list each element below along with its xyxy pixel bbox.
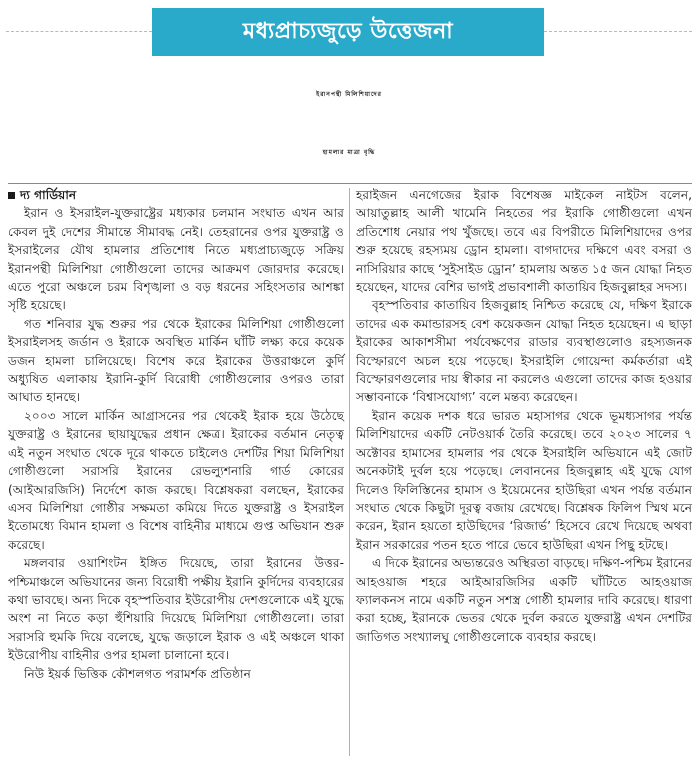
column-divider xyxy=(349,188,350,756)
paragraph: মঙ্গলবার ওয়াশিংটন ইঙ্গিত দিয়েছে, তারা ইরানের উত্তর-পশ্চিমাঞ্চলে অভিযানের জন্য বিরোধী পক্ষীয় ইরানি কুর্দিদের ব্যবহারের কথা ভাবছে। অন্য দিকে বৃহস্পতিবার ইউরোপীয় দেশগুলোকে এই যুদ্ধে অংশ না নিতে কড়া হুঁশিয়ারি দিয়েছে মিলিশিয়া গোষ্ঠীগুলো। তারা সরাসরি হুমকি দিয়ে বলেছে, যুদ্ধে জড়ালে ইরাক ও এই অঞ্চলে থাকা ইউরোপীয় বাহিনীর ওপর হামলা চালানো হবে। xyxy=(8,556,344,663)
paragraph: হরাইজন এনগেজের ইরাক বিশেষজ্ঞ মাইকেল নাইটস বলেন, আয়াতুল্লাহ আলী খামেনি নিহতের পর ইরাকি গোষ্ঠীগুলো এখন প্রতিশোধ নেয়ার পথ খুঁজছে। তবে এর বিপরীতে মিলিশিয়াদের ওপর শুরু হয়েছে রহস্যময় ড্রোন হামলা। বাগদাদের দক্ষিণে এবং বসরা ও নাসিরিয়ার কাছে ‘সুইসাইড ড্রোন’ হামলায় অন্তত ১৫ জন যোদ্ধা নিহত হয়েছেন, যাদের বেশির ভাগই প্রভাবশালী কাতায়িব হিজবুল্লাহর সদস্য। xyxy=(356,188,692,295)
kicker-dashed-rule-right xyxy=(544,31,692,32)
section-kicker-bar xyxy=(0,8,698,56)
headline-divider xyxy=(8,183,692,184)
headline xyxy=(0,66,698,182)
paragraph: ইরান ও ইসরাইল-যুক্তরাষ্ট্রের মধ্যকার চলমান সংঘাত এখন আর কেবল দুই দেশের সীমান্তে সীমাবদ্ধ নেই। তেহরানের ওপর যুক্তরাষ্ট্র ও ইসরাইলের যৌথ হামলার প্রতিশোধ নিতে মধ্যপ্রাচ্যজুড়ে সক্রিয় ইরানপন্থী মিলিশিয়া গোষ্ঠীগুলো তাদের আক্রমণ জোরদার করেছে। এতে পুরো অঞ্চলে চরম বিশৃঙ্খলা ও বড় ধরনের সহিংসতার আশঙ্কা সৃষ্টি হয়েছে। xyxy=(8,206,344,313)
paragraph: নিউ ইয়র্ক ভিত্তিক কৌশলগত পরামর্শক প্রতিষ্ঠান xyxy=(24,666,251,681)
headline-line-1: ইরানপন্থী মিলিশিয়াদের xyxy=(316,91,382,98)
paragraph: এ দিকে ইরানের অভ্যন্তরেও অস্থিরতা বাড়ছে। দক্ষিণ-পশ্চিম ইরানের আহওয়াজ শহরে আইআরজিসির একটি ঘাঁটিতে আহওয়াজ ফ্যালকনস নামে একটি নতুন সশস্ত্র গোষ্ঠী হামলার দাবি করেছে। ধারণা করা হচ্ছে, ইরানকে ভেতর থেকে দুর্বল করতে যুক্তরাষ্ট্র এখন দেশটির জাতিগত সংখ্যালঘু গোষ্ঠীগুলোকে ব্যবহার করছে। xyxy=(356,556,692,644)
kicker-dashed-rule-left xyxy=(6,31,152,32)
article-column-left xyxy=(8,186,344,683)
byline-source: দ্য গার্ডিয়ান xyxy=(20,188,77,202)
paragraph: ইরান কয়েক দশক ধরে ভারত মহাসাগর থেকে ভূমধ্যসাগর পর্যন্ত মিলিশিয়াদের একটি নেটওয়ার্ক তৈরি করেছে। তবে ২০২৩ সালের ৭ অক্টোবর হামাসের হামলার পর থেকে ইসরাইলি অভিযানে এই জোট অনেকটাই দুর্বল হয়ে পড়েছে। লেবাননের হিজবুল্লাহ এই যুদ্ধে যোগ দিলেও ফিলিস্তিনের হামাস ও ইয়েমেনের হাউছিরা এখন পর্যন্ত বর্তমান সংঘাত থেকে কিছুটা দূরত্ব বজায় রেখেছে। বিশ্লেষক ফিলিপ স্মিথ মনে করেন, ইরান হয়তো হাউছিদের ‘রিজার্ভ’ হিসেবে রেখে দিয়েছে অথবা ইরান সরকারের পতন হতে পারে ভেবে হাউছিরা এখন পিছু হটছে। xyxy=(356,408,692,552)
headline-line-2: হামলার মাত্রা বৃদ্ধি xyxy=(322,149,376,156)
section-kicker: মধ্যপ্রাচ্যজুড়ে উত্তেজনা xyxy=(152,8,544,56)
article-column-right xyxy=(356,186,692,646)
paragraph: গত শনিবার যুদ্ধ শুরুর পর থেকে ইরাকের মিলিশিয়া গোষ্ঠীগুলো ইসরাইলসহ জর্ডান ও ইরাকে অবস্থিত মার্কিন ঘাঁটি লক্ষ্য করে কয়েক ডজন হামলা চালিয়েছে। বিশেষ করে ইরাকের উত্তরাঞ্চলে কুর্দি অধ্যুষিত এলাকায় ইরানি-কুর্দি বিরোধী গোষ্ঠীগুলোর ওপরও তারা আঘাত হানছে। xyxy=(8,316,344,405)
byline-square-icon xyxy=(8,192,15,199)
article-body xyxy=(0,186,698,760)
byline xyxy=(8,186,344,204)
paragraph: বৃহস্পতিবার কাতায়িব হিজবুল্লাহ নিশ্চিত করেছে যে, দক্ষিণ ইরাকে তাদের এক কমান্ডারসহ বেশ কয়েকজন যোদ্ধা নিহত হয়েছেন। এ ছাড়া ইরাকের আকাশসীমা পর্যবেক্ষণের রাডার ব্যবস্থাগুলোও রহস্যজনক বিস্ফোরণে অচল হয়ে পড়েছে। ইসরাইলি গোয়েন্দা কর্মকর্তারা এই বিস্ফোরণগুলোর দায় স্বীকার না করলেও এগুলো তাদের কাজ হওয়ার সম্ভাবনাকে ‘বিশ্বাসযোগ্য’ বলে মন্তব্য করেছেন। xyxy=(356,298,692,405)
paragraph: ২০০৩ সালে মার্কিন আগ্রাসনের পর থেকেই ইরাক হয়ে উঠেছে যুক্তরাষ্ট্র ও ইরানের ছায়াযুদ্ধের প্রধান ক্ষেত্র। ইরাকের বর্তমান নেতৃত্ব এই নতুন সংঘাত থেকে দূরে থাকতে চাইলেও দেশটির শিয়া মিলিশিয়া গোষ্ঠীগুলো সরাসরি ইরানের রেভল্যুশনারি গার্ড কোরের (আইআরজিসি) নির্দেশে কাজ করছে। বিশ্লেষকরা বলছেন, ইরাকের এসব মিলিশিয়া গোষ্ঠীর সক্ষমতা কমিয়ে দিতে যুক্তরাষ্ট্র ও ইসরাইল ইতোমধ্যে বিমান হামলা ও বিশেষ বাহিনীর মাধ্যমে গুপ্ত অভিযান শুরু করেছে। xyxy=(8,408,344,552)
